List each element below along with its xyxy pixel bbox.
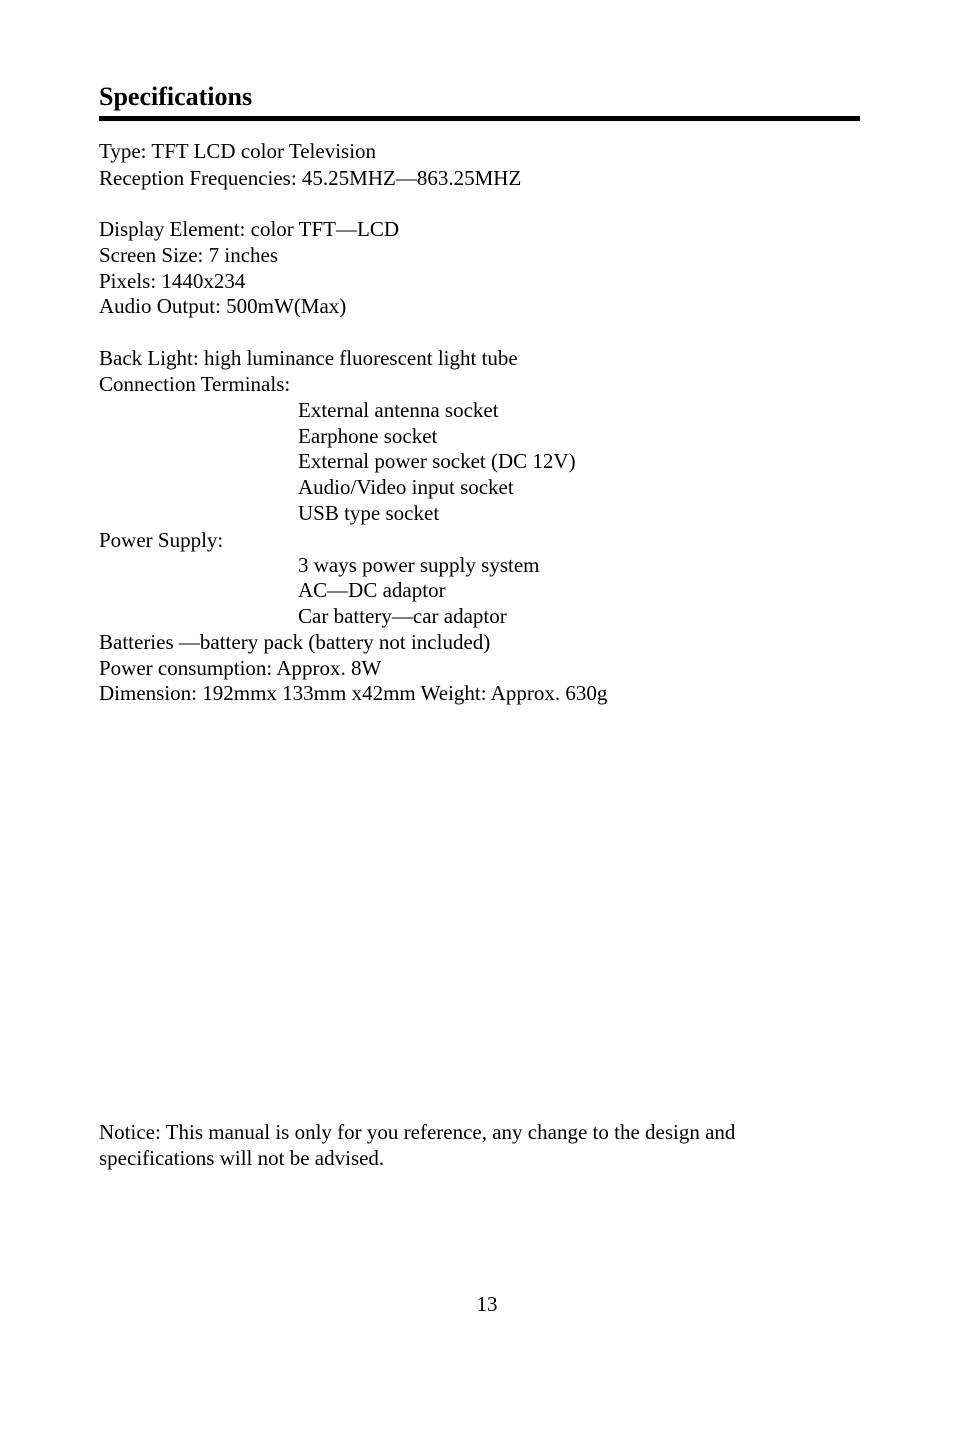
page-number: 13	[476, 1292, 498, 1316]
spec-power-consumption: Power consumption: Approx. 8W	[99, 656, 382, 680]
connection-item: USB type socket	[298, 501, 440, 525]
spec-back-light: Back Light: high luminance fluorescent light tube	[99, 346, 518, 370]
spec-connection-label: Connection Terminals:	[99, 372, 291, 396]
title-rule	[99, 116, 860, 121]
spec-screen-size: Screen Size: 7 inches	[99, 243, 279, 267]
page-title: Specifications	[99, 82, 253, 111]
connection-item: External antenna socket	[298, 398, 499, 422]
spec-display-element: Display Element: color TFT—LCD	[99, 217, 399, 241]
notice-line-2: specifications will not be advised.	[99, 1146, 385, 1170]
power-item: 3 ways power supply system	[298, 553, 540, 577]
spec-power-label: Power Supply:	[99, 528, 224, 552]
spec-pixels: Pixels: 1440x234	[99, 269, 246, 293]
spec-type: Type: TFT LCD color Television	[99, 139, 377, 163]
connection-item: External power socket (DC 12V)	[298, 449, 576, 473]
power-item: AC—DC adaptor	[298, 578, 446, 602]
notice-line-1: Notice: This manual is only for you reference, any change to the design and	[99, 1120, 736, 1144]
spec-audio-output: Audio Output: 500mW(Max)	[99, 294, 347, 318]
connection-item: Earphone socket	[298, 424, 438, 448]
spec-dimension: Dimension: 192mmx 133mm x42mm Weight: Approx. 630g	[99, 681, 608, 705]
spec-reception: Reception Frequencies: 45.25MHZ—863.25MHZ	[99, 166, 522, 190]
spec-batteries: Batteries —battery pack (battery not included)	[99, 630, 491, 654]
power-item: Car battery—car adaptor	[298, 604, 507, 628]
connection-item: Audio/Video input socket	[298, 475, 514, 499]
